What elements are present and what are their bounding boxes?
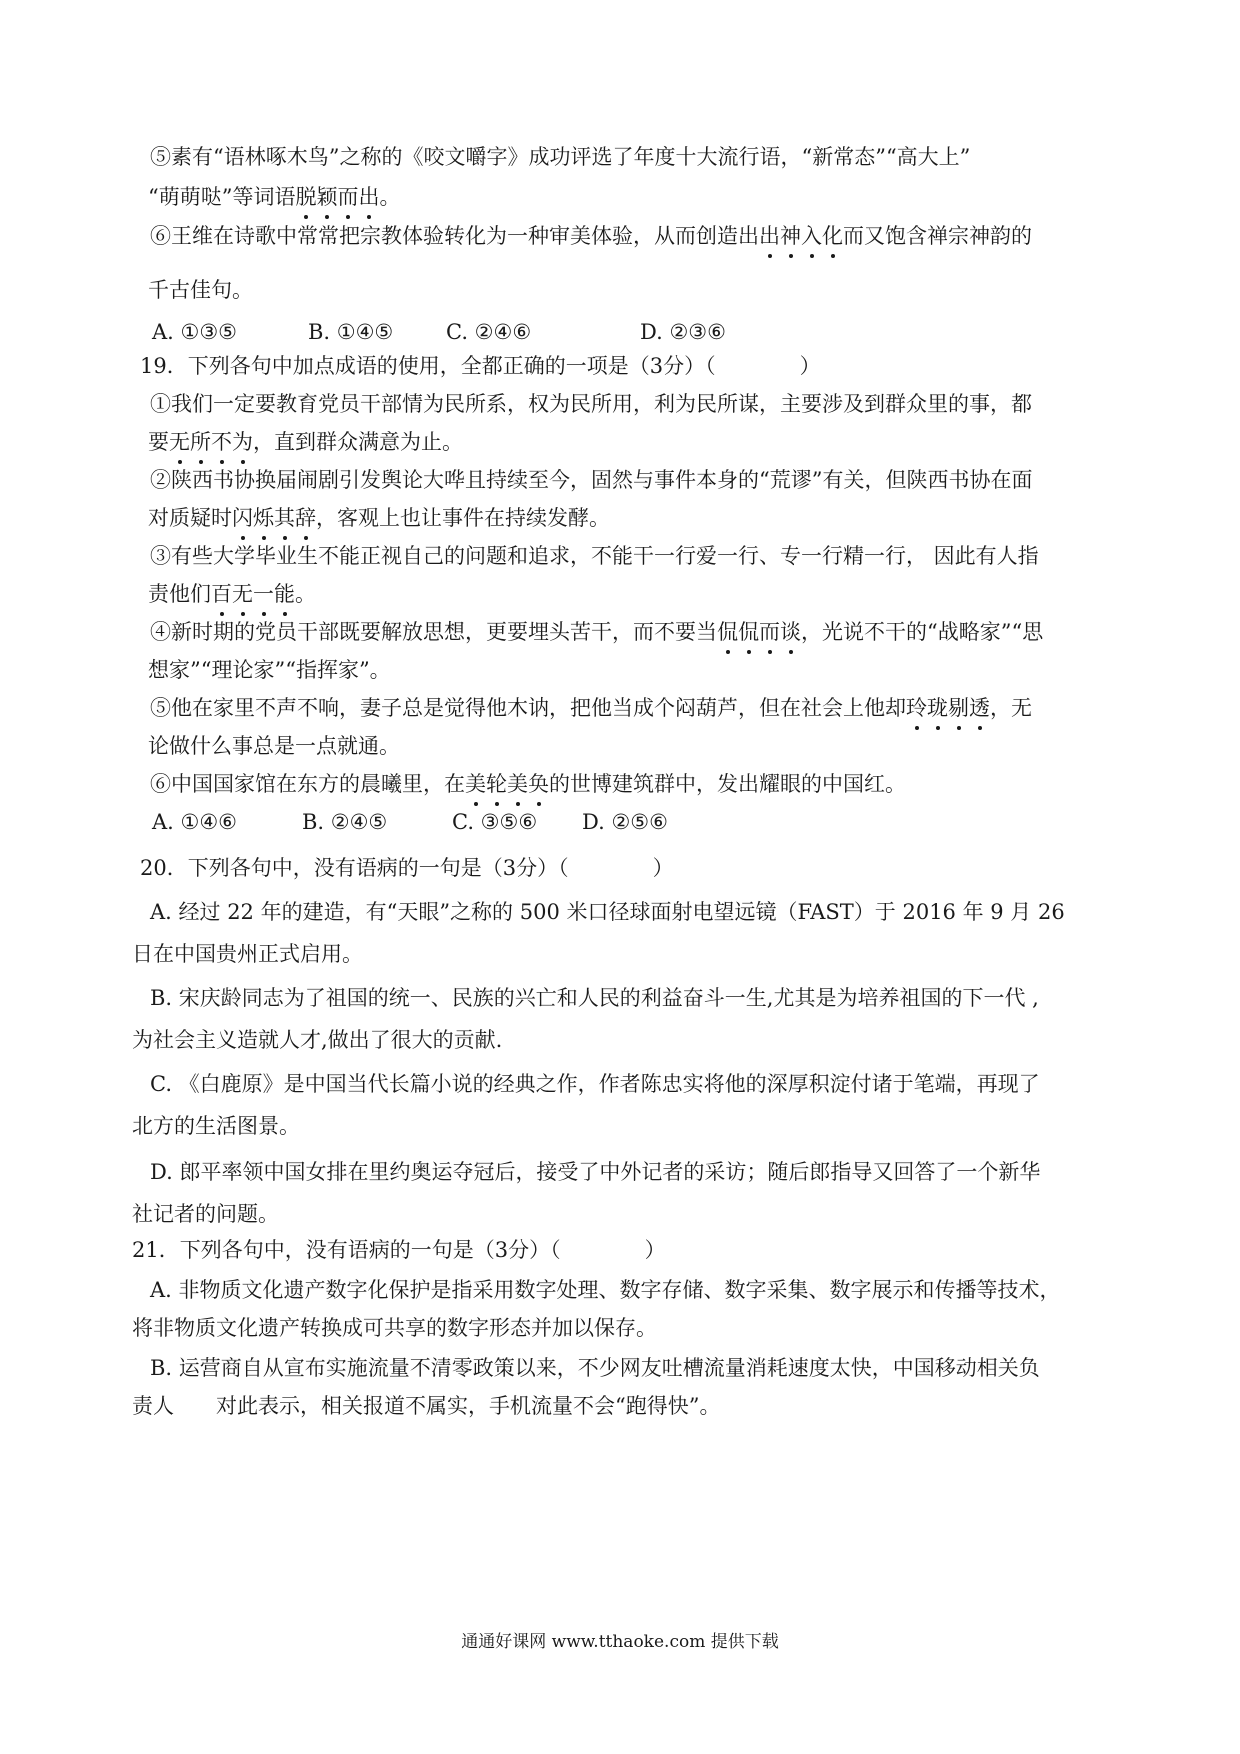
q19-item2-line1: ②陕西书协换届闹剧引发舆论大哗且持续至今，固然与事件本身的“荒谬”有关，但陕西书协在面 — [150, 468, 1033, 492]
emphasis-dot-char: 化 — [822, 224, 843, 248]
q20-option-a-line2: 日在中国贵州正式启用。 — [132, 942, 363, 966]
emphasis-dot-char: 不 — [211, 430, 232, 454]
q20-option-b-line2: 为社会主义造就人才,做出了很大的贡献. — [132, 1028, 503, 1052]
emphasis-dot-char: 出 — [358, 185, 380, 209]
q21-option-a-line1[interactable]: A. 非物质文化遗产数字化保护是指采用数字处理、数字存储、数字采集、数字展示和传播等技术， — [150, 1278, 1061, 1302]
emphasis-dot-char: 其 — [274, 506, 295, 530]
q21-option-b-line1[interactable]: B. 运营商自从宣布实施流量不清零政策以来，不少网友吐槽流量消耗速度太快，中国移动相关负 — [150, 1356, 1040, 1380]
q18-item6-line1: ⑥王维在诗歌中常常把宗教体验转化为一种审美体验，从而创造出出神入化而又饱含禅宗神韵的 — [150, 224, 1032, 248]
emphasis-dot-char: 剔 — [948, 696, 969, 720]
emphasis-dot-char: 闪 — [232, 506, 253, 530]
emphasis-dot-char: 出 — [759, 224, 780, 248]
q19-option-a[interactable]: A. ①④⑥ — [152, 810, 237, 834]
q19-item5-line2: 论做什么事总是一点就通。 — [148, 734, 400, 758]
emphasis-dot-char: 为 — [232, 430, 253, 454]
q20-option-c-line1[interactable]: C. 《白鹿原》是中国当代长篇小说的经典之作，作者陈忠实将他的深厚积淀付诸于笔端，再现了 — [150, 1072, 1040, 1096]
q20-option-c-line2: 北方的生活图景。 — [132, 1114, 300, 1138]
q18-option-b[interactable]: B. ①④⑤ — [308, 320, 394, 344]
q19-item6-dotted-idiom — [465, 772, 549, 796]
q20-option-d-line2: 社记者的问题。 — [132, 1202, 279, 1226]
emphasis-dot-char: 而 — [337, 185, 359, 209]
emphasis-dot-char: 百 — [211, 582, 232, 606]
page-footer: 通通好课网 www.tthaoke.com 提供下载 — [461, 1632, 779, 1652]
emphasis-dot-char: 美 — [507, 772, 528, 796]
emphasis-dot-char: 入 — [801, 224, 822, 248]
q18-item5-dotted-idiom — [295, 185, 379, 209]
emphasis-dot-char: 轮 — [486, 772, 507, 796]
emphasis-dot-char: 谈 — [780, 620, 801, 644]
q19-item4-dotted-idiom — [717, 620, 801, 644]
q20-option-d-line1[interactable]: D. 郎平率领中国女排在里约奥运夺冠后，接受了中外记者的采访；随后郎指导又回答了一个新华 — [150, 1160, 1041, 1184]
q20-option-a-line1[interactable]: A. 经过 22 年的建造，有“天眼”之称的 500 米口径球面射电望远镜（FAST）于 2016 年 9 月 26 — [150, 900, 1065, 924]
q19-item4-line1: ④新时期的党员干部既要解放思想，更要埋头苦干，而不要当侃侃而谈，光说不干的“战略家”“思 — [150, 620, 1044, 644]
emphasis-dot-char: 无 — [169, 430, 190, 454]
q19-stem: 19．下列各句中加点成语的使用，全都正确的一项是（3分）（ ） — [140, 354, 821, 378]
emphasis-dot-char: 美 — [465, 772, 486, 796]
q19-option-d[interactable]: D. ②⑤⑥ — [582, 810, 668, 834]
emphasis-dot-char: 透 — [969, 696, 990, 720]
emphasis-dot-char: 能 — [274, 582, 295, 606]
q18-option-c[interactable]: C. ②④⑥ — [446, 320, 532, 344]
q18-option-d[interactable]: D. ②③⑥ — [640, 320, 726, 344]
q18-item6-dotted-idiom — [759, 224, 843, 248]
emphasis-dot-char: 烁 — [253, 506, 274, 530]
emphasis-dot-char: 而 — [759, 620, 780, 644]
q18-item5-line2: “萌萌哒”等词语脱颖而出。 — [148, 185, 401, 209]
q19-item2-dotted-idiom — [232, 506, 316, 530]
emphasis-dot-char: 辞 — [295, 506, 316, 530]
q19-item3-dotted-idiom — [211, 582, 295, 606]
emphasis-dot-char: 玲 — [906, 696, 927, 720]
q20-stem: 20．下列各句中，没有语病的一句是（3分）（ ） — [140, 856, 674, 880]
q19-item2-line2: 对质疑时闪烁其辞，客观上也让事件在持续发酵。 — [148, 506, 610, 530]
q19-option-c[interactable]: C. ③⑤⑥ — [452, 810, 538, 834]
q21-option-a-line2: 将非物质文化遗产转换成可共享的数字形态并加以保存。 — [132, 1316, 657, 1340]
q18-item6-line2: 千古佳句。 — [148, 278, 253, 302]
emphasis-dot-char: 珑 — [927, 696, 948, 720]
q19-item4-line2: 想家”“理论家”“指挥家”。 — [148, 658, 391, 682]
q18-option-a[interactable]: A. ①③⑤ — [152, 320, 237, 344]
emphasis-dot-char: 所 — [190, 430, 211, 454]
q19-option-b[interactable]: B. ②④⑤ — [302, 810, 388, 834]
q19-item5-dotted-idiom — [906, 696, 990, 720]
q19-item1-dotted-idiom — [169, 430, 253, 454]
q19-item3-line1: ③有些大学毕业生不能正视自己的问题和追求，不能干一行爱一行、专一行精一行， 因此有人指 — [150, 544, 1039, 568]
emphasis-dot-char: 侃 — [717, 620, 738, 644]
q20-option-b-line1[interactable]: B. 宋庆龄同志为了祖国的统一、民族的兴亡和人民的利益奋斗一生,尤其是为培养祖国的下一代 , — [150, 986, 1039, 1010]
emphasis-dot-char: 侃 — [738, 620, 759, 644]
emphasis-dot-char: 神 — [780, 224, 801, 248]
q19-item1-line1: ①我们一定要教育党员干部情为民所系，权为民所用，利为民所谋，主要涉及到群众里的事，都 — [150, 392, 1032, 416]
emphasis-dot-char: 脱 — [295, 185, 317, 209]
q19-item6-line1: ⑥中国国家馆在东方的晨曦里，在美轮美奂的世博建筑群中，发出耀眼的中国红。 — [150, 772, 906, 796]
q19-item5-line1: ⑤他在家里不声不响，妻子总是觉得他木讷，把他当成个闷葫芦，但在社会上他却玲珑剔透，无 — [150, 696, 1032, 720]
q18-item5-line1: ⑤素有“语林啄木鸟”之称的《咬文嚼字》成功评选了年度十大流行语，“新常态”“高大上” — [150, 145, 971, 169]
emphasis-dot-char: 颖 — [316, 185, 338, 209]
q21-stem: 21．下列各句中，没有语病的一句是（3分）（ ） — [132, 1238, 666, 1262]
q19-item3-line2: 责他们百无一能。 — [148, 582, 316, 606]
emphasis-dot-char: 一 — [253, 582, 274, 606]
emphasis-dot-char: 无 — [232, 582, 253, 606]
q21-option-b-line2: 责人 对此表示，相关报道不属实，手机流量不会“跑得快”。 — [132, 1394, 721, 1418]
emphasis-dot-char: 奂 — [528, 772, 549, 796]
q19-item1-line2: 要无所不为，直到群众满意为止。 — [148, 430, 463, 454]
